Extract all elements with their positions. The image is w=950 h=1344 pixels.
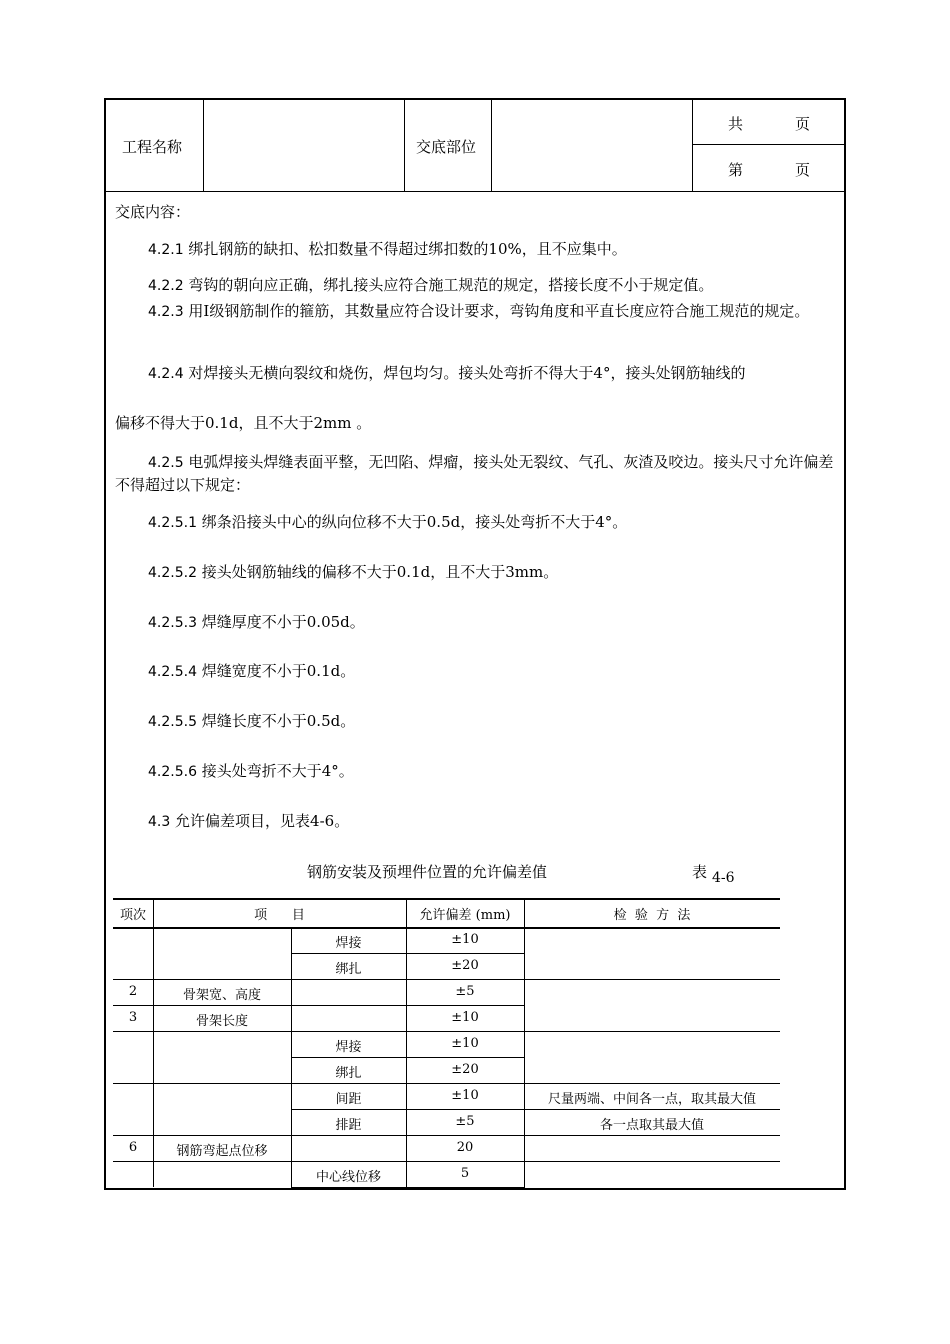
paragraph-4-2-1: 4.2.1 绑扎钢筋的缺扣、松扣数量不得超过绑扣数的10%，且不应集中。 [148, 240, 627, 258]
project-name-label: 工程名称 [122, 138, 183, 156]
table-number: 4-6 [712, 870, 735, 886]
paragraph-4-2-3: 4.2.3 用Ⅰ级钢筋制作的箍筋，其数量应符合设计要求，弯钩角度和平直长度应符合施工规范的规定。 [148, 302, 810, 320]
paragraph-4-2-5-3: 4.2.5.3 焊缝厚度不小于0.05d。 [148, 613, 365, 631]
table-cell-tolerance: ±10 [451, 1088, 479, 1103]
header-divider [692, 99, 693, 191]
table-row-rule [291, 1109, 780, 1110]
table-header-item: 项 目 [254, 908, 305, 923]
table-cell-tolerance: 5 [460, 1166, 470, 1181]
header-divider [404, 99, 405, 191]
paragraph-4-2-4-continued: 偏移不得大于0.1d，且不大于2mm 。 [115, 414, 372, 432]
table-label: 表 [692, 863, 708, 881]
table-cell-sub: 焊接 [335, 1040, 362, 1055]
table-cell-tolerance: ±5 [455, 1114, 475, 1129]
header-divider [491, 99, 492, 191]
page-number-label: 第 [728, 161, 744, 179]
header-divider [203, 99, 204, 191]
paragraph-4-2-5-6: 4.2.5.6 接头处弯折不大于4°。 [148, 762, 354, 780]
table-cell-sub: 排距 [335, 1118, 362, 1133]
total-pages-unit: 页 [795, 115, 811, 133]
table-row-rule [291, 1057, 524, 1058]
table-cell-item: 骨架宽、高度 [182, 988, 261, 1003]
handover-location-label: 交底部位 [416, 138, 477, 156]
header-bottom-line [105, 191, 845, 192]
paragraph-4-2-5-1: 4.2.5.1 绑条沿接头中心的纵向位移不大于0.5d，接头处弯折不大于4°。 [148, 513, 628, 531]
paragraph-4-2-5: 4.2.5 电弧焊接头焊缝表面平整，无凹陷、焊瘤，接头处无裂纹、气孔、灰渣及咬边。接头尺寸允许偏差不得超过以下规定： [115, 453, 834, 494]
paragraph-4-2-5-4: 4.2.5.4 焊缝宽度不小于0.1d。 [148, 662, 356, 680]
table-cell-item: 钢筋弯起点位移 [176, 1144, 268, 1159]
paragraph-4-2-2: 4.2.2 弯钩的朝向应正确，绑扎接头应符合施工规范的规定，搭接长度不小于规定值。 [148, 276, 714, 294]
table-row-rule [291, 953, 524, 954]
table-cell-tolerance: ±20 [451, 1062, 479, 1077]
table-cell-method: 各一点取其最大值 [599, 1118, 704, 1133]
table-cell-method: 尺量两端、中间各一点，取其最大值 [547, 1092, 756, 1107]
table-cell-no: 3 [128, 1010, 138, 1025]
table-bottom-rule [291, 1187, 524, 1189]
content-heading: 交底内容： [115, 203, 191, 221]
table-cell-no: 2 [128, 984, 138, 999]
table-cell-sub: 焊接 [335, 936, 362, 951]
table-header-no: 项次 [119, 908, 146, 923]
table-cell-sub: 绑扎 [335, 1066, 362, 1081]
table-cell-sub: 中心线位移 [315, 1170, 381, 1185]
table-header-method: 检 验 方 法 [613, 908, 691, 923]
table-row-rule [113, 1135, 780, 1136]
table-top-rule [113, 898, 780, 900]
table-cell-tolerance: ±10 [451, 932, 479, 947]
header-divider [692, 144, 845, 145]
paragraph-4-2-5-2: 4.2.5.2 接头处钢筋轴线的偏移不大于0.1d，且不大于3mm。 [148, 563, 559, 581]
table-cell-sub: 间距 [335, 1092, 362, 1107]
table-column-rule [524, 900, 525, 1189]
paragraph-4-3: 4.3 允许偏差项目，见表4-6。 [148, 812, 350, 830]
table-cell-tolerance: ±20 [451, 958, 479, 973]
paragraph-4-2-5-5: 4.2.5.5 焊缝长度不小于0.5d。 [148, 712, 356, 730]
table-row-rule [113, 1161, 780, 1162]
handover-location-value[interactable] [498, 110, 688, 180]
project-name-value[interactable] [210, 110, 400, 180]
total-pages-label: 共 [728, 115, 744, 133]
table-cell-tolerance: 20 [456, 1140, 474, 1155]
page-number-unit: 页 [795, 161, 811, 179]
table-row-rule [113, 1083, 780, 1084]
paragraph-4-2-4: 4.2.4 对焊接头无横向裂纹和烧伤，焊包均匀。接头处弯折不得大于4°，接头处钢筋轴线的 [148, 364, 746, 382]
table-title: 钢筋安装及预埋件位置的允许偏差值 [307, 863, 548, 881]
table-header-rule [113, 927, 780, 929]
table-header-tolerance: 允许偏差 (mm) [419, 908, 511, 923]
table-cell-item: 骨架长度 [195, 1014, 248, 1029]
table-cell-tolerance: ±10 [451, 1010, 479, 1025]
table-cell-tolerance: ±10 [451, 1036, 479, 1051]
table-row-rule [113, 979, 780, 980]
table-row-rule [113, 1031, 780, 1032]
table-cell-no: 6 [128, 1140, 138, 1155]
table-row-rule [113, 1005, 524, 1006]
table-cell-sub: 绑扎 [335, 962, 362, 977]
table-cell-tolerance: ±5 [455, 984, 475, 999]
